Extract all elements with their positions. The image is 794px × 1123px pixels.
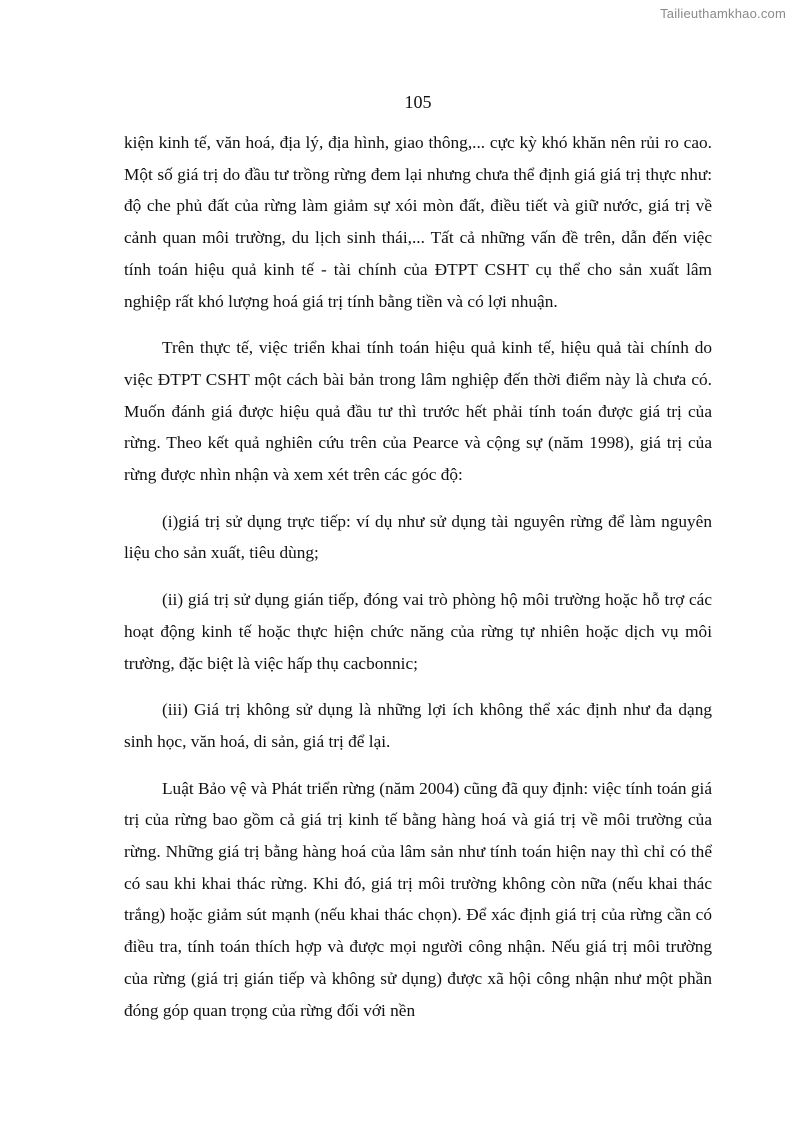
paragraph-forest-law: Luật Bảo vệ và Phát triển rừng (năm 2004) cũng đã quy định: việc tính toán giá trị của rừng bao gồm cả giá trị kinh tế bằng hàng hoá và giá trị về môi trường của rừng. Những giá trị bằng hàng hoá của lâm sản như tính toán hiện nay thì chỉ có thể có sau khi khai thác rừng. Khi đó, giá trị môi trường không còn nữa (nếu khai thác trắng) hoặc giảm sút mạnh (nếu khai thác chọn). Để xác định giá trị của rừng cần có điều tra, tính toán thích hợp và được mọi người công nhận. Nếu giá trị môi trường của rừng (giá trị gián tiếp và không sử dụng) được xã hội công nhận như một phần đóng góp quan trọng của rừng đối với nền xyxy=(124,778,712,1020)
paragraph-direct-use-value: (i)giá trị sử dụng trực tiếp: ví dụ như sử dụng tài nguyên rừng để làm nguyên liệu cho sản xuất, tiêu dùng; xyxy=(124,511,712,563)
paragraph-indirect-use-value: (ii) giá trị sử dụng gián tiếp, đóng vai trò phòng hộ môi trường hoặc hỗ trợ các hoạt động kinh tế hoặc thực hiện chức năng của rừng tự nhiên hoặc dịch vụ môi trường, đặc biệt là việc hấp thụ cacbonnic; xyxy=(124,590,712,673)
page-number: 105 xyxy=(404,92,432,112)
document-body xyxy=(124,127,712,1041)
paragraph-forest-value-intro: Trên thực tế, việc triển khai tính toán hiệu quả kinh tế, hiệu quả tài chính do việc ĐTPT CSHT một cách bài bản trong lâm nghiệp đến thời điểm này là chưa có. Muốn đánh giá được hiệu quả đầu tư thì trước hết phải tính toán được giá trị của rừng. Theo kết quả nghiên cứu trên của Pearce và cộng sự (năm 1998), giá trị của rừng được nhìn nhận và xem xét trên các góc độ: xyxy=(124,338,712,485)
watermark-text: Tailieuthamkhao.com xyxy=(660,6,786,21)
paragraph-continuation: kiện kinh tế, văn hoá, địa lý, địa hình, giao thông,... cực kỳ khó khăn nên rủi ro cao. Một số giá trị do đầu tư trồng rừng đem lại nhưng chưa thể định giá giá trị thực như: độ che phủ đất của rừng làm giảm sự xói mòn đất, điều tiết và giữ nước, giá trị về cảnh quan môi trường, du lịch sinh thái,... Tất cả những vấn đề trên, dẫn đến việc tính toán hiệu quả kinh tế - tài chính của ĐTPT CSHT cụ thể cho sản xuất lâm nghiệp rất khó lượng hoá giá trị tính bằng tiền và có lợi nhuận. xyxy=(124,133,712,311)
paragraph-non-use-value: (iii) Giá trị không sử dụng là những lợi ích không thể xác định như đa dạng sinh học, văn hoá, di sản, giá trị để lại. xyxy=(124,700,712,751)
